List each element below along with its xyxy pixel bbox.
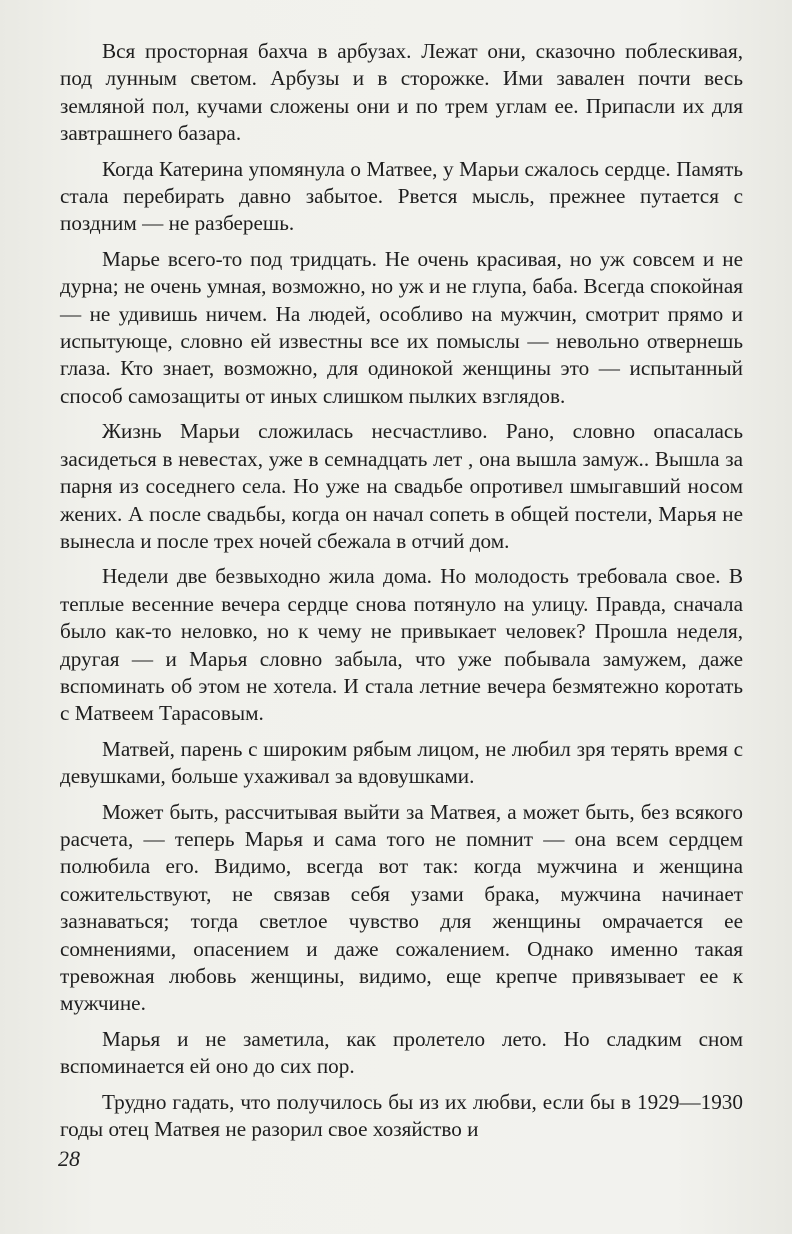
paragraph-5: Недели две безвыходно жила дома. Но молодость требовала свое. В теплые весенние вечера сердце снова потянуло на улицу. Правда, сначала было как-то неловко, но к чему не привыкает человек? Прошла неделя, другая — и Марья словно забыла, что уже побывала замужем, даже вспоминать об этом не хотела. И стала летние вечера безмятежно коротать с Матвеем Тарасовым.	[60, 564, 743, 726]
paragraph-2: Когда Катерина упомянула о Матвее, у Марьи сжалось сердце. Память стала перебирать давно забытое. Рвется мысль, прежнее путается с поздним — не разберешь.	[60, 156, 743, 236]
paragraph-9: Трудно гадать, что получилось бы из их любви, если бы в 1929—1930 годы отец Матвея не разорил свое хозяйство и	[60, 1089, 743, 1142]
paragraph-8: Марья и не заметила, как пролетело лето. Но сладким сном вспоминается ей оно до сих пор.	[60, 1026, 743, 1079]
paragraph-4: Жизнь Марьи сложилась несчастливо. Рано, словно опасалась засидеться в невестах, уже в семнадцать лет , она вышла замуж.. Вышла за парня из соседнего села. Но уже на свадьбе опротивел шмыгавший носом жених. А после свадьбы, когда он начал сопеть в общей постели, Марья не вынесла и после трех ночей сбежала в отчий дом.	[60, 419, 743, 553]
page-number: 28	[58, 1146, 80, 1171]
paragraph-7: Может быть, рассчитывая выйти за Матвея, а может быть, без всякого расчета, — теперь Марья и сама того не помнит — она всем сердцем полюбила его. Видимо, всегда вот так: когда мужчина и женщина сожительствуют, не связав себя узами брака, мужчина начинает зазнаваться; тогда светлое чувство для женщины омрачается ее сомнениями, опасением и даже сожалением. Однако именно такая тревожная любовь женщины, видимо, еще крепче привязывает ее к мужчине.	[60, 799, 743, 1016]
paragraph-1: Вся просторная бахча в арбузах. Лежат они, сказочно поблескивая, под лунным светом. Арбузы и в сторожке. Ими завален почти весь земляной пол, кучами сложены они и по трем углам ее. Припасли их для завтрашнего базара.	[60, 39, 743, 146]
paragraph-3: Марье всего-то под тридцать. Не очень красивая, но уж совсем и не дурна; не очень умная, возможно, но уж и не глупа, баба. Всегда спокойная — не удивишь ничем. На людей, особливо на мужчин, смотрит прямо и испытующе, словно ей известны все их помыслы — невольно отвернешь глаза. Кто знает, возможно, для одинокой женщины это — испытанный способ самозащиты от иных слишком пылких взглядов.	[60, 246, 743, 408]
paragraph-6: Матвей, парень с широким рябым лицом, не любил зря терять время с девушками, больше ухаживал за вдовушками.	[60, 736, 743, 789]
page-text	[60, 38, 743, 1151]
